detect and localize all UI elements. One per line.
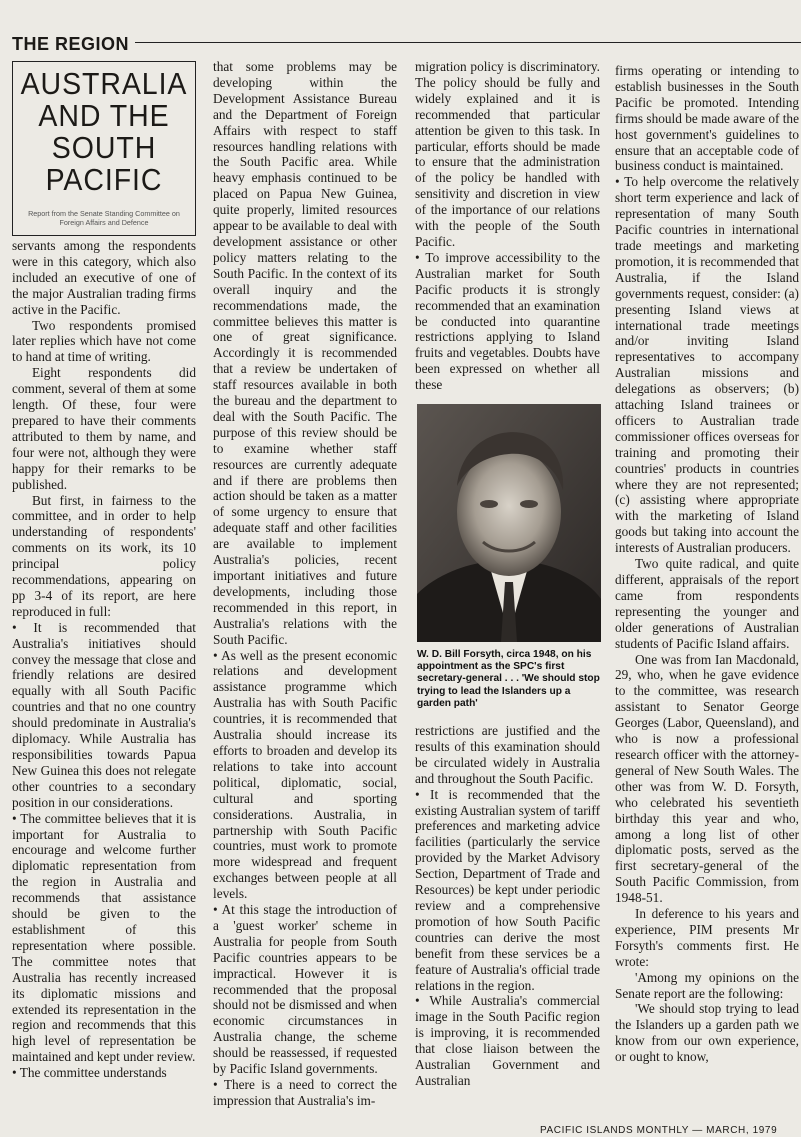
- recommendation: • The committee believes that it is important for Australia to encourage and welcome further diplomatic representation from the region in Australia and recommends that assistance should be given to the establishment of this representation where possible. The committee notes that Australia has recently increased its diplomatic missions and extended its representation in the region and recommends that this high level of representation be maintained and kept under review.: [12, 810, 196, 1065]
- title-line: PACIFIC: [45, 162, 163, 197]
- recommendation: • While Australia's commercial image in the South Pacific region is improving, it is recommended that close liaison between the Australian Government and Australian: [415, 993, 600, 1088]
- recommendation: • There is a need to correct the impression that Australia's im-: [213, 1077, 397, 1108]
- paragraph: But first, in fairness to the committee, and in order to help understanding of respondents' comments on its work, its 10 principal policy recommendations, appearing on pp 3-4 of its report, are here reproduced in full:: [12, 492, 196, 619]
- text-column-4: [615, 63, 799, 1065]
- text-column-3-bottom: [415, 723, 600, 1089]
- photo-caption: W. D. Bill Forsyth, circa 1948, on his appointment as the SPC's first secretary-general . . . 'We should stop trying to lead the Islanders up a garden path': [417, 649, 600, 709]
- paragraph: migration policy is discriminatory. The policy should be fully and widely explained and it is recommended that particular attention be given to this task. In particular, efforts should be made to ensure that the administration of the policy be handled with sensitivity and discretion in view of the importance of our relations with the people of the South Pacific.: [415, 59, 600, 249]
- section-label: THE REGION: [12, 33, 135, 55]
- portrait-photo-icon: [417, 404, 601, 642]
- recommendation: • To help overcome the relatively short term experience and lack of representation of many South Pacific countries in international trade meetings and marketing promotion, it is recommended that Australia, if the Island governments request, consider: (a) presenting Island views at international trade meetings and/or inviting Island representatives to accompany Australian missions and delegations as observers; (b) attaching Island trainees or officers to Australian trade commissioner offices overseas for training and promoting their countries' products in countries where they are not represented; (c) assisting where appropriate with the marketing of Island goods but taking into account the interests of Australian producers.: [615, 174, 799, 556]
- text-column-2: [213, 59, 397, 1109]
- page-footer: PACIFIC ISLANDS MONTHLY — MARCH, 1979: [540, 1125, 778, 1136]
- paragraph: 'Among my opinions on the Senate report are the following:: [615, 969, 799, 1001]
- paragraph: In deference to his years and experience, PIM presents Mr Forsyth's comments first. He wrote:: [615, 906, 799, 969]
- paragraph: servants among the respondents were in this category, which also included an executive of one of the major Australian trading firms active in the Pacific.: [12, 238, 196, 317]
- text-column-1: [12, 238, 196, 1081]
- portrait-photo: [417, 404, 601, 642]
- header-rule: [132, 42, 801, 43]
- article-title-box: [12, 61, 196, 236]
- paragraph: firms operating or intending to establish businesses in the South Pacific be promoted. Intending firms should be made aware of the host government's guidelines to ensure that an acceptable code of business conduct is maintained.: [615, 63, 799, 174]
- paragraph: Two respondents promised later replies which have not come to hand at time of writing.: [12, 317, 196, 365]
- section-header: [12, 33, 801, 55]
- paragraph: 'We should stop trying to lead the Islanders up a garden path we know from our own experience, or ought to know,: [615, 1001, 799, 1065]
- title-line: AUSTRALIA: [20, 66, 188, 101]
- paragraph: Two quite radical, and quite different, appraisals of the report came from respondents representing the younger and older generations of Australian students of Pacific Island affairs.: [615, 556, 799, 651]
- recommendation: • The committee understands: [12, 1065, 167, 1081]
- recommendation: • To improve accessibility to the Australian market for South Pacific products it is strongly recommended that an examination be conducted into quarantine restrictions applying to Island fruits and vegetables. Doubts have been expressed on whether all these: [415, 249, 600, 393]
- title-line: AND THE: [38, 98, 170, 133]
- article-subtitle: Report from the Senate Standing Committee on Foreign Affairs and Defence: [28, 209, 180, 227]
- paragraph: One was from Ian Macdonald, 29, who, when he gave evidence to the committee, was research assistant to Senator George Georges (Labor, Queensland), and who is now a professional research officer with the attorney-general of New South Wales. The other was from W. D. Forsyth, who celebrated his seventieth birthday this year and who, among a long list of other diplomatic posts, served as the first secretary-general of the South Pacific Commission, from 1948-51.: [615, 651, 799, 906]
- article-title: [20, 68, 187, 196]
- title-line: SOUTH: [51, 130, 157, 165]
- paragraph: Eight respondents did comment, several of them at some length. Of these, four were prepared to have their comments attributed to them by name, and four were not, although they were happy for their remarks to be published.: [12, 365, 196, 492]
- recommendation: • As well as the present economic relations and development assistance programme which Australia has with South Pacific countries, it is recommended that Australia should increase its efforts to broaden and develop its relations to take into account political, diplomatic, social, cultural and sporting considerations. Australia, in partnership with South Pacific countries, must work to promote more widespread and frequent exchanges between people at all levels.: [213, 647, 397, 902]
- recommendation: • It is recommended that the existing Australian system of tariff preferences and marketing advice facilities (particularly the service provided by the Market Advisory Section, Department of Trade and Resources) be kept under periodic review and a comprehensive promotion of how South Pacific countries can derive the most benefit from these services be a feature of Australia's official trade relations in the region.: [415, 786, 600, 993]
- recommendation: • It is recommended that Australia's initiatives should convey the message that close and friendly relations are desired equally with all South Pacific countries and that no one country should predominate in Australia's diplomacy. While Australia has responsibilities towards Papua New Guinea this does not relegate other countries to a secondary position in our considerations.: [12, 619, 196, 810]
- paragraph: that some problems may be developing within the Development Assistance Bureau and the Department of Foreign Affairs with respect to staff resources handling relations with the South Pacific area. While heavy emphasis continued to be placed on Papua New Guinea, quite properly, limited resources appear to be available to deal with development assistance or other policy matters relating to the South Pacific. In the context of its overall inquiry and the recommendations made, the committee believes this matter is one of great significance. Accordingly it is recommended that a review be undertaken of staff resources available in both the bureau and the department to deal with the South Pacific. The purpose of this review should be to examine whether staff resources are currently adequate and if there are problems then action should be taken as a matter of some urgency to ensure that adequate staff and other facilities are available to implement Australia's policies, recent important initiatives and future developments, including those recommended in this report, in Australia's relations with the South Pacific.: [213, 59, 397, 647]
- paragraph: restrictions are justified and the results of this examination should be circulated widely in Australia and throughout the South Pacific.: [415, 723, 600, 786]
- recommendation: • At this stage the introduction of a 'guest worker' scheme in Australia for people from South Pacific countries appears to be impractical. However it is recommended that the proposal should not be dismissed and when economic circumstances in Australia change, the scheme should be reassessed, if requested by Pacific Island governments.: [213, 902, 397, 1077]
- text-column-3-top: [415, 59, 600, 393]
